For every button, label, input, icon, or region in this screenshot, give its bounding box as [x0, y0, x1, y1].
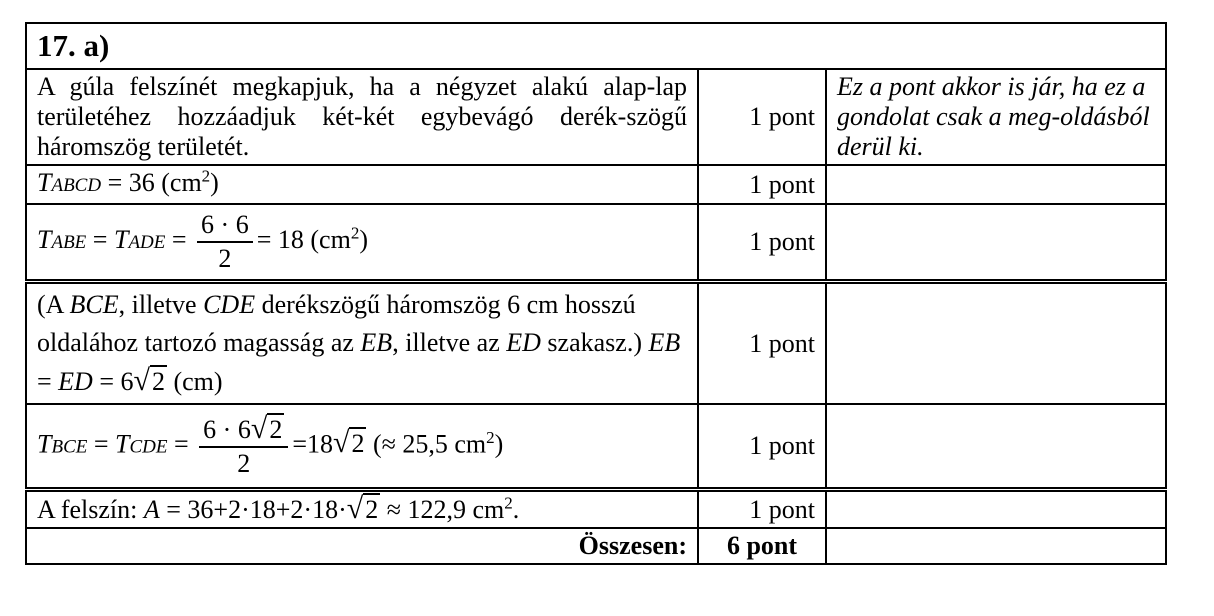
sqrt-symbol: √2 — [332, 425, 365, 459]
total-row — [26, 528, 1166, 564]
step-note — [826, 490, 1166, 529]
total-note — [826, 528, 1166, 564]
problem-number: 17. a) — [26, 23, 1166, 69]
step-points: 1 pont — [698, 404, 826, 490]
table-row — [26, 490, 1166, 529]
sqrt-symbol: √2 — [250, 411, 283, 445]
step-points: 1 pont — [698, 204, 826, 282]
sqrt-symbol: √2 — [346, 492, 379, 525]
fraction: $\frac{6 \cdot 6√2}{2}$ — [199, 413, 288, 480]
table-row — [26, 69, 1166, 165]
table-row — [26, 404, 1166, 490]
table-row — [26, 165, 1166, 204]
step-note: Ez a pont akkor is jár, ha ez a gondolat csak a meg-oldásból derül ki. — [826, 69, 1166, 165]
step-points: 1 pont — [698, 282, 826, 405]
scoring-table — [25, 22, 1167, 565]
step-description: (A BCE, illetve CDE derékszögű háromszög 6 cm hosszú oldalához tartozó magasság az EB, illetve az ED szakasz.) EB = ED = 6√2 (cm) — [26, 282, 698, 405]
sqrt-symbol: √2 — [133, 364, 165, 397]
step-points: 1 pont — [698, 165, 826, 204]
step-points: 1 pont — [698, 490, 826, 529]
fraction: $\frac{6 \cdot 6}{2}$ — [197, 209, 253, 275]
table-row — [26, 282, 1166, 405]
step-note — [826, 404, 1166, 490]
step-note — [826, 204, 1166, 282]
step-note — [826, 282, 1166, 405]
step-formula: TBCE = TCDE = $\frac{6 \cdot 6√2}{2}$ =18√2 (≈ 25,5 $cm^2$) — [26, 404, 698, 490]
step-description: A gúla felszínét megkapjuk, ha a négyzet alakú alap-lap területéhez hozzáadjuk két-két egybevágó derék-szögű háromszög területét. — [26, 69, 698, 165]
step-points: 1 pont — [698, 69, 826, 165]
total-points: 6 pont — [698, 528, 826, 564]
step-formula: TABCD = 36 $(cm^2)$ — [26, 165, 698, 204]
step-formula: TABE = TADE = $\frac{6 \cdot 6}{2}$ = 18 $(cm^2)$ — [26, 204, 698, 282]
table-row — [26, 204, 1166, 282]
step-formula: A felszín: A = 36+2·18+2·18·√2 ≈ 122,9 $cm^2$. — [26, 490, 698, 529]
step-note — [826, 165, 1166, 204]
total-label: Összesen: — [26, 528, 698, 564]
